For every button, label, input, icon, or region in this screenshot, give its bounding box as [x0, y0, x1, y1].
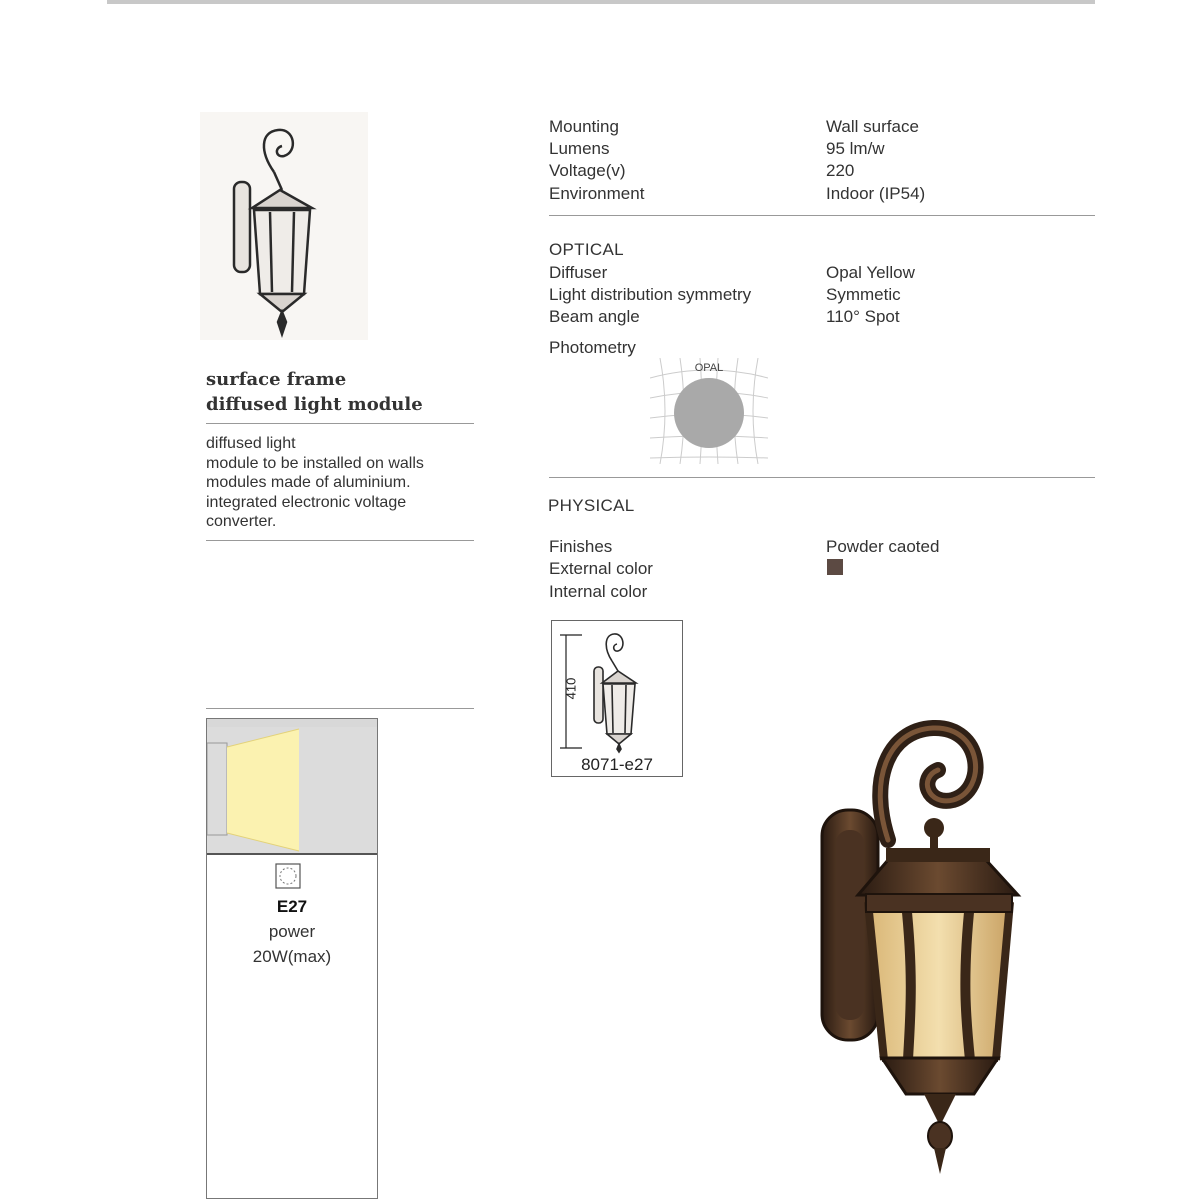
title-divider	[206, 423, 474, 424]
spec-label-internal-color: Internal color	[549, 582, 648, 601]
photometry-diagram	[650, 358, 768, 464]
spec-label-lumens: Lumens	[549, 139, 610, 158]
spec-value-finishes: Powder caoted	[826, 537, 940, 556]
lamp-product-photo	[738, 680, 1100, 1180]
description-line: modules made of aluminium.	[206, 474, 411, 491]
description-divider	[206, 540, 474, 541]
photometry-tag: OPAL	[694, 362, 724, 374]
product-description	[206, 434, 476, 532]
socket-type: E27	[276, 897, 308, 916]
power-label: power	[268, 922, 316, 941]
light-beam-graphic	[207, 727, 377, 855]
description-line: diffused light	[206, 435, 296, 452]
spec-label-voltage: Voltage(v)	[549, 161, 626, 180]
power-value: 20W(max)	[252, 947, 332, 966]
socket-icon	[275, 863, 301, 889]
optical-divider	[549, 477, 1095, 478]
spec-label-external-color: External color	[549, 559, 653, 578]
description-line: module to be installed on walls	[206, 454, 424, 472]
top-border	[107, 0, 1095, 4]
spec-value-voltage: 220	[826, 161, 855, 180]
spec-value-distribution: Symmetic	[826, 285, 901, 304]
spec-value-diffuser: Opal Yellow	[826, 263, 915, 282]
spec-label-beam-angle: Beam angle	[549, 307, 640, 326]
specs-divider	[549, 215, 1095, 216]
spec-value-beam-angle: 110° Spot	[826, 307, 900, 326]
description-line: integrated electronic voltage	[206, 493, 407, 511]
physical-section-title: PHYSICAL	[548, 496, 635, 515]
description-line: converter.	[206, 513, 277, 530]
lamp-sketch-image	[200, 112, 368, 340]
product-title-line1: surface frame	[206, 369, 347, 390]
lamp-info-box	[206, 718, 378, 1199]
spec-value-mounting: Wall surface	[826, 117, 919, 136]
spec-label-mounting: Mounting	[549, 117, 619, 136]
spec-label-diffuser: Diffuser	[549, 263, 608, 282]
spec-value-environment: Indoor (IP54)	[826, 184, 926, 203]
optical-section-title: OPTICAL	[549, 240, 624, 259]
spec-label-environment: Environment	[549, 184, 645, 203]
photometry-label: Photometry	[549, 338, 636, 357]
product-title-line2: diffused light module	[206, 394, 423, 415]
spec-label-distribution: Light distribution symmetry	[549, 285, 752, 304]
spec-label-finishes: Finishes	[549, 537, 613, 556]
external-color-swatch	[827, 559, 843, 575]
dimension-height: 410	[563, 677, 579, 700]
spec-value-lumens: 95 lm/w	[826, 139, 885, 158]
left-section-divider	[206, 708, 474, 709]
product-title	[206, 367, 476, 417]
dimension-box	[551, 620, 683, 777]
model-code: 8071-e27	[581, 755, 653, 774]
